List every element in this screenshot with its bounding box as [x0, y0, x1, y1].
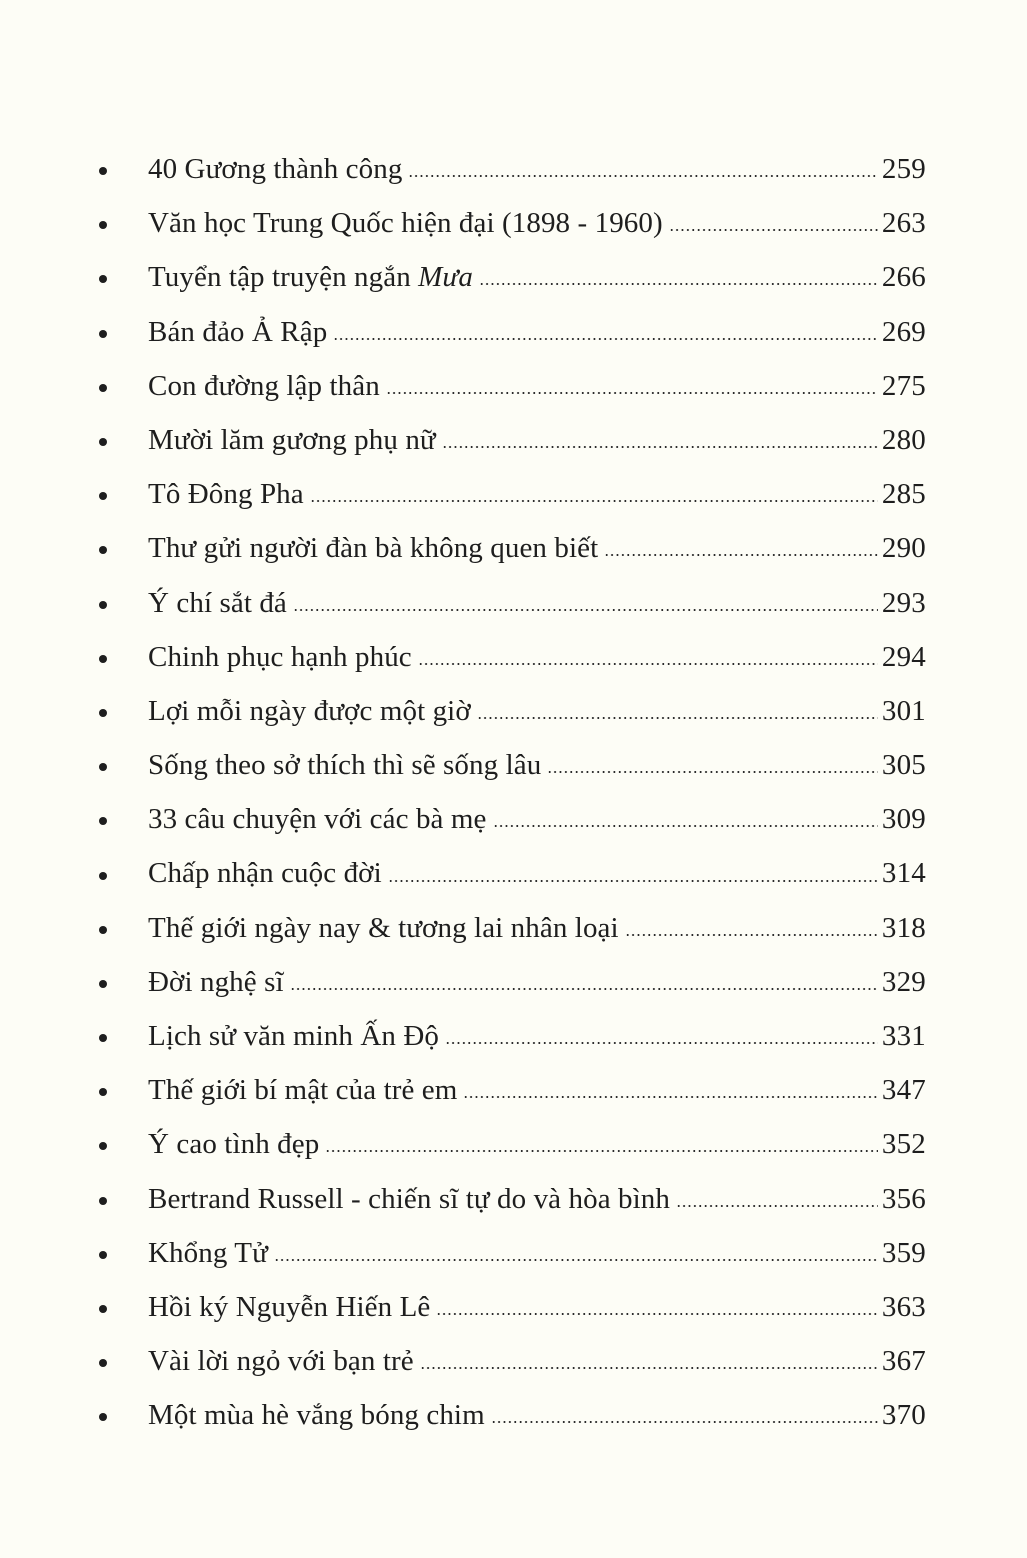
toc-entry: [96, 1117, 936, 1171]
dot-leader: [669, 229, 878, 231]
table-of-contents: [96, 142, 936, 1443]
toc-entry-title: Lợi mỗi ngày được một giờ: [148, 694, 471, 727]
toc-entry-title: Một mùa hè vắng bóng chim: [148, 1399, 485, 1432]
toc-entry: [96, 792, 936, 846]
dot-leader: [418, 663, 878, 665]
toc-entry-page: 290: [881, 532, 926, 565]
toc-entry-title: Thế giới ngày nay & tương lai nhân loại: [148, 911, 619, 944]
toc-entry: [96, 250, 936, 304]
toc-entry-title: Mười lăm gương phụ nữ: [148, 423, 436, 456]
dot-leader: [479, 283, 878, 285]
toc-entry-title: Đời nghệ sĩ: [148, 965, 284, 998]
toc-entry: [96, 142, 936, 196]
toc-entry-page: 269: [881, 315, 926, 348]
toc-entry: [96, 413, 936, 467]
bullet-icon: [99, 438, 107, 446]
dot-leader: [386, 392, 878, 394]
toc-entry-page: 329: [881, 965, 926, 998]
toc-entry: [96, 196, 936, 250]
toc-entry-title: Lịch sử văn minh Ấn Độ: [148, 1020, 439, 1052]
bullet-icon: [99, 601, 107, 609]
toc-entry-page: 305: [881, 749, 926, 782]
dot-leader: [388, 880, 878, 882]
toc-entry-title: Thư gửi người đàn bà không quen biết: [148, 532, 599, 565]
toc-entry-title: 40 Gương thành công: [148, 153, 403, 185]
dot-leader: [477, 717, 878, 719]
toc-entry: [96, 467, 936, 521]
dot-leader: [325, 1150, 878, 1152]
toc-entry-page: 314: [881, 857, 926, 890]
toc-entry-page: 363: [881, 1290, 926, 1323]
toc-entry-page: 280: [881, 423, 926, 456]
toc-entry: [96, 955, 936, 1009]
toc-entry: [96, 1009, 936, 1063]
toc-entry-title: Bán đảo Ả Rập: [148, 315, 328, 348]
bullet-icon: [99, 492, 107, 500]
bullet-icon: [99, 275, 107, 283]
toc-entry: [96, 1334, 936, 1388]
toc-entry-title: 33 câu chuyện với các bà mẹ: [148, 803, 487, 836]
toc-entry-page: 285: [881, 478, 926, 511]
bullet-icon: [99, 546, 107, 554]
toc-entry-page: 352: [881, 1128, 926, 1161]
bullet-icon: [99, 1034, 107, 1042]
toc-entry-page: 367: [881, 1345, 926, 1378]
toc-entry-title: Chấp nhận cuộc đời: [148, 857, 382, 890]
toc-entry-title: Tô Đông Pha: [148, 478, 304, 511]
toc-entry: [96, 1280, 936, 1334]
dot-leader: [442, 446, 878, 448]
dot-leader: [290, 988, 878, 990]
bullet-icon: [99, 1305, 107, 1313]
toc-entry-title: Ý chí sắt đá: [148, 586, 287, 619]
bullet-icon: [99, 1359, 107, 1367]
dot-leader: [491, 1421, 878, 1423]
toc-entry-page: 266: [881, 261, 926, 294]
toc-entry-title: Thế giới bí mật của trẻ em: [148, 1074, 458, 1107]
toc-entry-page: 347: [881, 1074, 926, 1107]
dot-leader: [293, 609, 878, 611]
dot-leader: [333, 338, 878, 340]
toc-entry-page: 293: [881, 586, 926, 619]
bullet-icon: [99, 1088, 107, 1096]
toc-entry-title: Sống theo sở thích thì sẽ sống lâu: [148, 749, 542, 782]
toc-entry: [96, 630, 936, 684]
bullet-icon: [99, 330, 107, 338]
dot-leader: [445, 1042, 878, 1044]
toc-entry-title: Tuyển tập truyện ngắn Mưa: [148, 261, 473, 294]
toc-entry: [96, 1388, 936, 1442]
toc-entry: [96, 576, 936, 630]
toc-entry: [96, 305, 936, 359]
toc-entry-page: 275: [881, 369, 926, 402]
toc-entry: [96, 1226, 936, 1280]
toc-entry: [96, 1063, 936, 1117]
toc-entry: [96, 1172, 936, 1226]
toc-entry: [96, 846, 936, 900]
bullet-icon: [99, 872, 107, 880]
toc-entry-page: 294: [881, 640, 926, 673]
bullet-icon: [99, 655, 107, 663]
toc-entry-page: 263: [881, 207, 926, 240]
toc-entry-page: 370: [881, 1399, 926, 1432]
toc-entry-page: 356: [881, 1182, 926, 1215]
bullet-icon: [99, 709, 107, 717]
dot-leader: [420, 1367, 878, 1369]
dot-leader: [676, 1205, 878, 1207]
bullet-icon: [99, 1142, 107, 1150]
bullet-icon: [99, 221, 107, 229]
toc-entry: [96, 738, 936, 792]
toc-entry-title: Ý cao tình đẹp: [148, 1128, 320, 1161]
toc-entry-page: 301: [881, 694, 926, 727]
dot-leader: [547, 771, 878, 773]
toc-entry-page: 359: [881, 1236, 926, 1269]
toc-entry-page: 318: [881, 911, 926, 944]
toc-entry-page: 309: [881, 803, 926, 836]
dot-leader: [408, 175, 877, 177]
toc-entry: [96, 684, 936, 738]
toc-entry: [96, 901, 936, 955]
toc-entry-title: Bertrand Russell - chiến sĩ tự do và hòa bình: [148, 1182, 670, 1215]
bullet-icon: [99, 167, 107, 175]
toc-entry-page: 331: [881, 1020, 926, 1052]
toc-entry-page: 259: [881, 153, 926, 185]
toc-entry-title: Vài lời ngỏ với bạn trẻ: [148, 1345, 414, 1378]
dot-leader: [463, 1096, 877, 1098]
dot-leader: [274, 1259, 878, 1261]
dot-leader: [310, 500, 878, 502]
toc-entry: [96, 521, 936, 575]
toc-entry-title: Văn học Trung Quốc hiện đại (1898 - 1960): [148, 207, 663, 240]
toc-entry-title: Hồi ký Nguyễn Hiến Lê: [148, 1290, 431, 1323]
dot-leader: [436, 1313, 878, 1315]
dot-leader: [625, 934, 878, 936]
bullet-icon: [99, 926, 107, 934]
toc-entry-title: Con đường lập thân: [148, 369, 380, 402]
bullet-icon: [99, 763, 107, 771]
bullet-icon: [99, 1413, 107, 1421]
dot-leader: [604, 554, 878, 556]
bullet-icon: [99, 1251, 107, 1259]
bullet-icon: [99, 817, 107, 825]
bullet-icon: [99, 980, 107, 988]
toc-entry-title: Chinh phục hạnh phúc: [148, 640, 412, 673]
toc-entry-title: Khổng Tử: [148, 1236, 268, 1269]
toc-entry: [96, 359, 936, 413]
bullet-icon: [99, 384, 107, 392]
dot-leader: [493, 825, 878, 827]
bullet-icon: [99, 1197, 107, 1205]
